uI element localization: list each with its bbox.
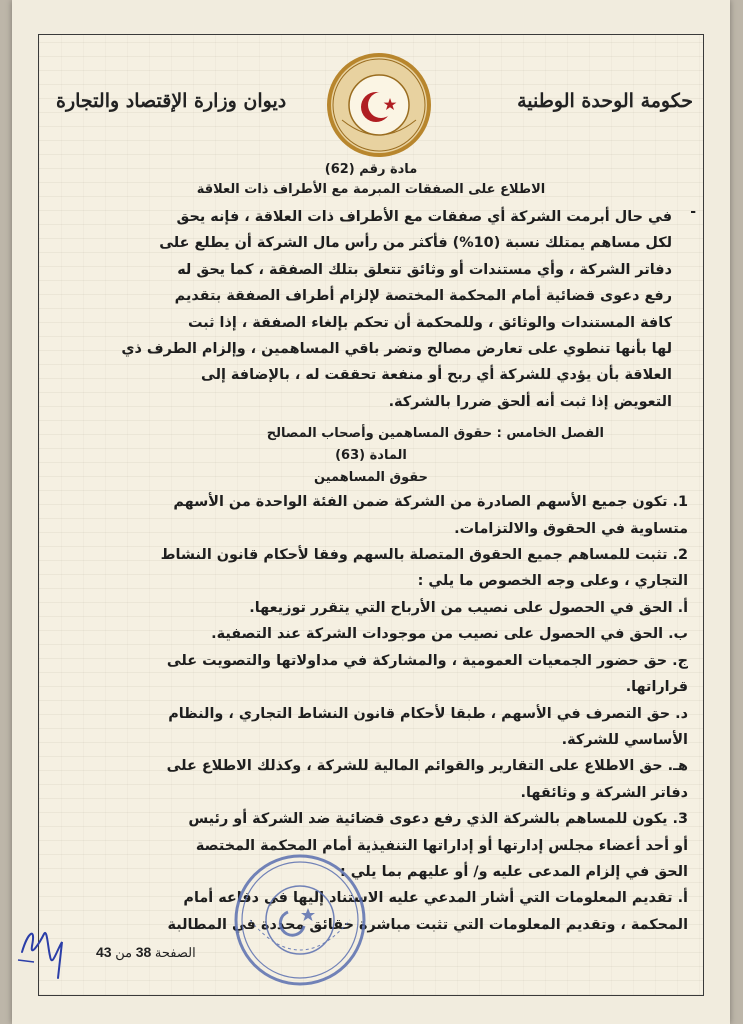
page-separator: من bbox=[115, 945, 133, 960]
article-62-paragraph bbox=[48, 204, 694, 415]
paragraph-line: في حال أبرمت الشركة أي صفقات مع الأطراف ذات العلاقة ، فإنه يحق bbox=[176, 209, 672, 225]
page-label: الصفحة bbox=[154, 945, 196, 960]
page-current: 38 bbox=[135, 944, 152, 960]
handwritten-signature bbox=[14, 912, 74, 982]
body-line: التجاري ، وعلى وجه الخصوص ما يلي : bbox=[417, 573, 688, 590]
paragraph-line: رفع دعوى قضائية أمام المحكمة المختصة لإلزام أطراف الصفقة بتقديم bbox=[174, 288, 672, 305]
header-ministry-name: ديوان وزارة الإقتصاد والتجارة bbox=[56, 90, 287, 112]
article-62-title: الاطلاع على الصفقات المبرمة مع الأطراف ذات العلاقة bbox=[196, 182, 546, 197]
body-line: قراراتها. bbox=[625, 679, 688, 696]
body-line: 3. يكون للمساهم بالشركة الذي رفع دعوى قضائية ضد الشركة أو رئيس bbox=[188, 811, 688, 828]
document-body bbox=[48, 160, 694, 938]
body-line: أ. تقديم المعلومات التي أشار المدعي عليه الاستناد إليها في دفاعه أمام bbox=[183, 890, 688, 907]
paragraph-line: لكل مساهم يمتلك نسبة (10%) فأكثر من رأس مال الشركة أن يطلع على bbox=[159, 235, 672, 252]
body-line: المحكمة ، وتقديم المعلومات التي تثبت مباشرة حقائق محددة في المطالبة bbox=[167, 916, 688, 933]
article-63-body bbox=[48, 489, 694, 938]
paragraph-line: التعويض إذا ثبت أنه ألحق ضررا بالشركة. bbox=[388, 393, 672, 410]
article-63-number: المادة (63) bbox=[335, 448, 407, 464]
body-line: ج. حق حضور الجمعيات العمومية ، والمشاركة في مداولاتها والتصويت على bbox=[166, 652, 688, 669]
body-line: هـ. حق الاطلاع على التقارير والقوائم المالية للشركة ، وكذلك الاطلاع على bbox=[166, 758, 688, 775]
header-government-name: حكومة الوحدة الوطنية bbox=[517, 90, 693, 112]
paragraph-line: دفاتر الشركة ، وأي مستندات أو وثائق تتعلق بتلك الصفقة ، كما يحق له bbox=[177, 261, 672, 278]
paragraph-line: العلاقة بأن يؤدي للشركة أي ربح أو منفعة تحققت له ، بالإضافة إلى bbox=[201, 367, 672, 384]
bullet-dash: - bbox=[690, 204, 696, 220]
body-line: دفاتر الشركة و وثائقها. bbox=[520, 784, 688, 801]
official-stamp-icon bbox=[230, 850, 370, 990]
body-line: ب. الحق في الحصول على نصيب من موجودات الشركة عند التصفية. bbox=[211, 626, 688, 643]
page-total: 43 bbox=[96, 944, 112, 960]
body-line: أ. الحق في الحصول على نصيب من الأرباح التي يتقرر توزيعها. bbox=[249, 599, 688, 616]
article-62-number: مادة رقم (62) bbox=[324, 162, 418, 177]
chapter-5-heading: الفصل الخامس : حقوق المساهمين وأصحاب المصالح bbox=[266, 426, 604, 442]
body-line: أو أحد أعضاء مجلس إدارتها أو إداراتها التنفيذية أمام المحكمة المختصة bbox=[195, 837, 688, 854]
paragraph-line: كافة المستندات والوثائق ، وللمحكمة أن تحكم بإلغاء الصفقة ، إذا ثبت bbox=[188, 314, 672, 331]
body-line: 2. تثبت للمساهم جميع الحقوق المتصلة بالسهم وفقا لأحكام قانون النشاط bbox=[160, 547, 688, 564]
body-line: الحق في إلزام المدعى عليه و/ أو عليهم بما يلي : bbox=[339, 863, 688, 880]
body-line: متساوية في الحقوق والالتزامات. bbox=[454, 520, 688, 537]
government-emblem-icon bbox=[324, 50, 434, 160]
paragraph-line: لها بأنها تنطوي على تعارض مصالح وتضر باقي المساهمين ، وإلزام الطرف ذي bbox=[121, 341, 672, 358]
page-number bbox=[96, 944, 196, 961]
body-line: د. حق التصرف في الأسهم ، طبقا لأحكام قانون النشاط التجاري ، والنظام bbox=[168, 705, 688, 722]
article-63-subtitle: حقوق المساهمين bbox=[314, 470, 428, 486]
body-line: 1. تكون جميع الأسهم الصادرة من الشركة ضمن الفئة الواحدة من الأسهم bbox=[173, 494, 688, 511]
body-line: الأساسي للشركة. bbox=[561, 731, 688, 748]
